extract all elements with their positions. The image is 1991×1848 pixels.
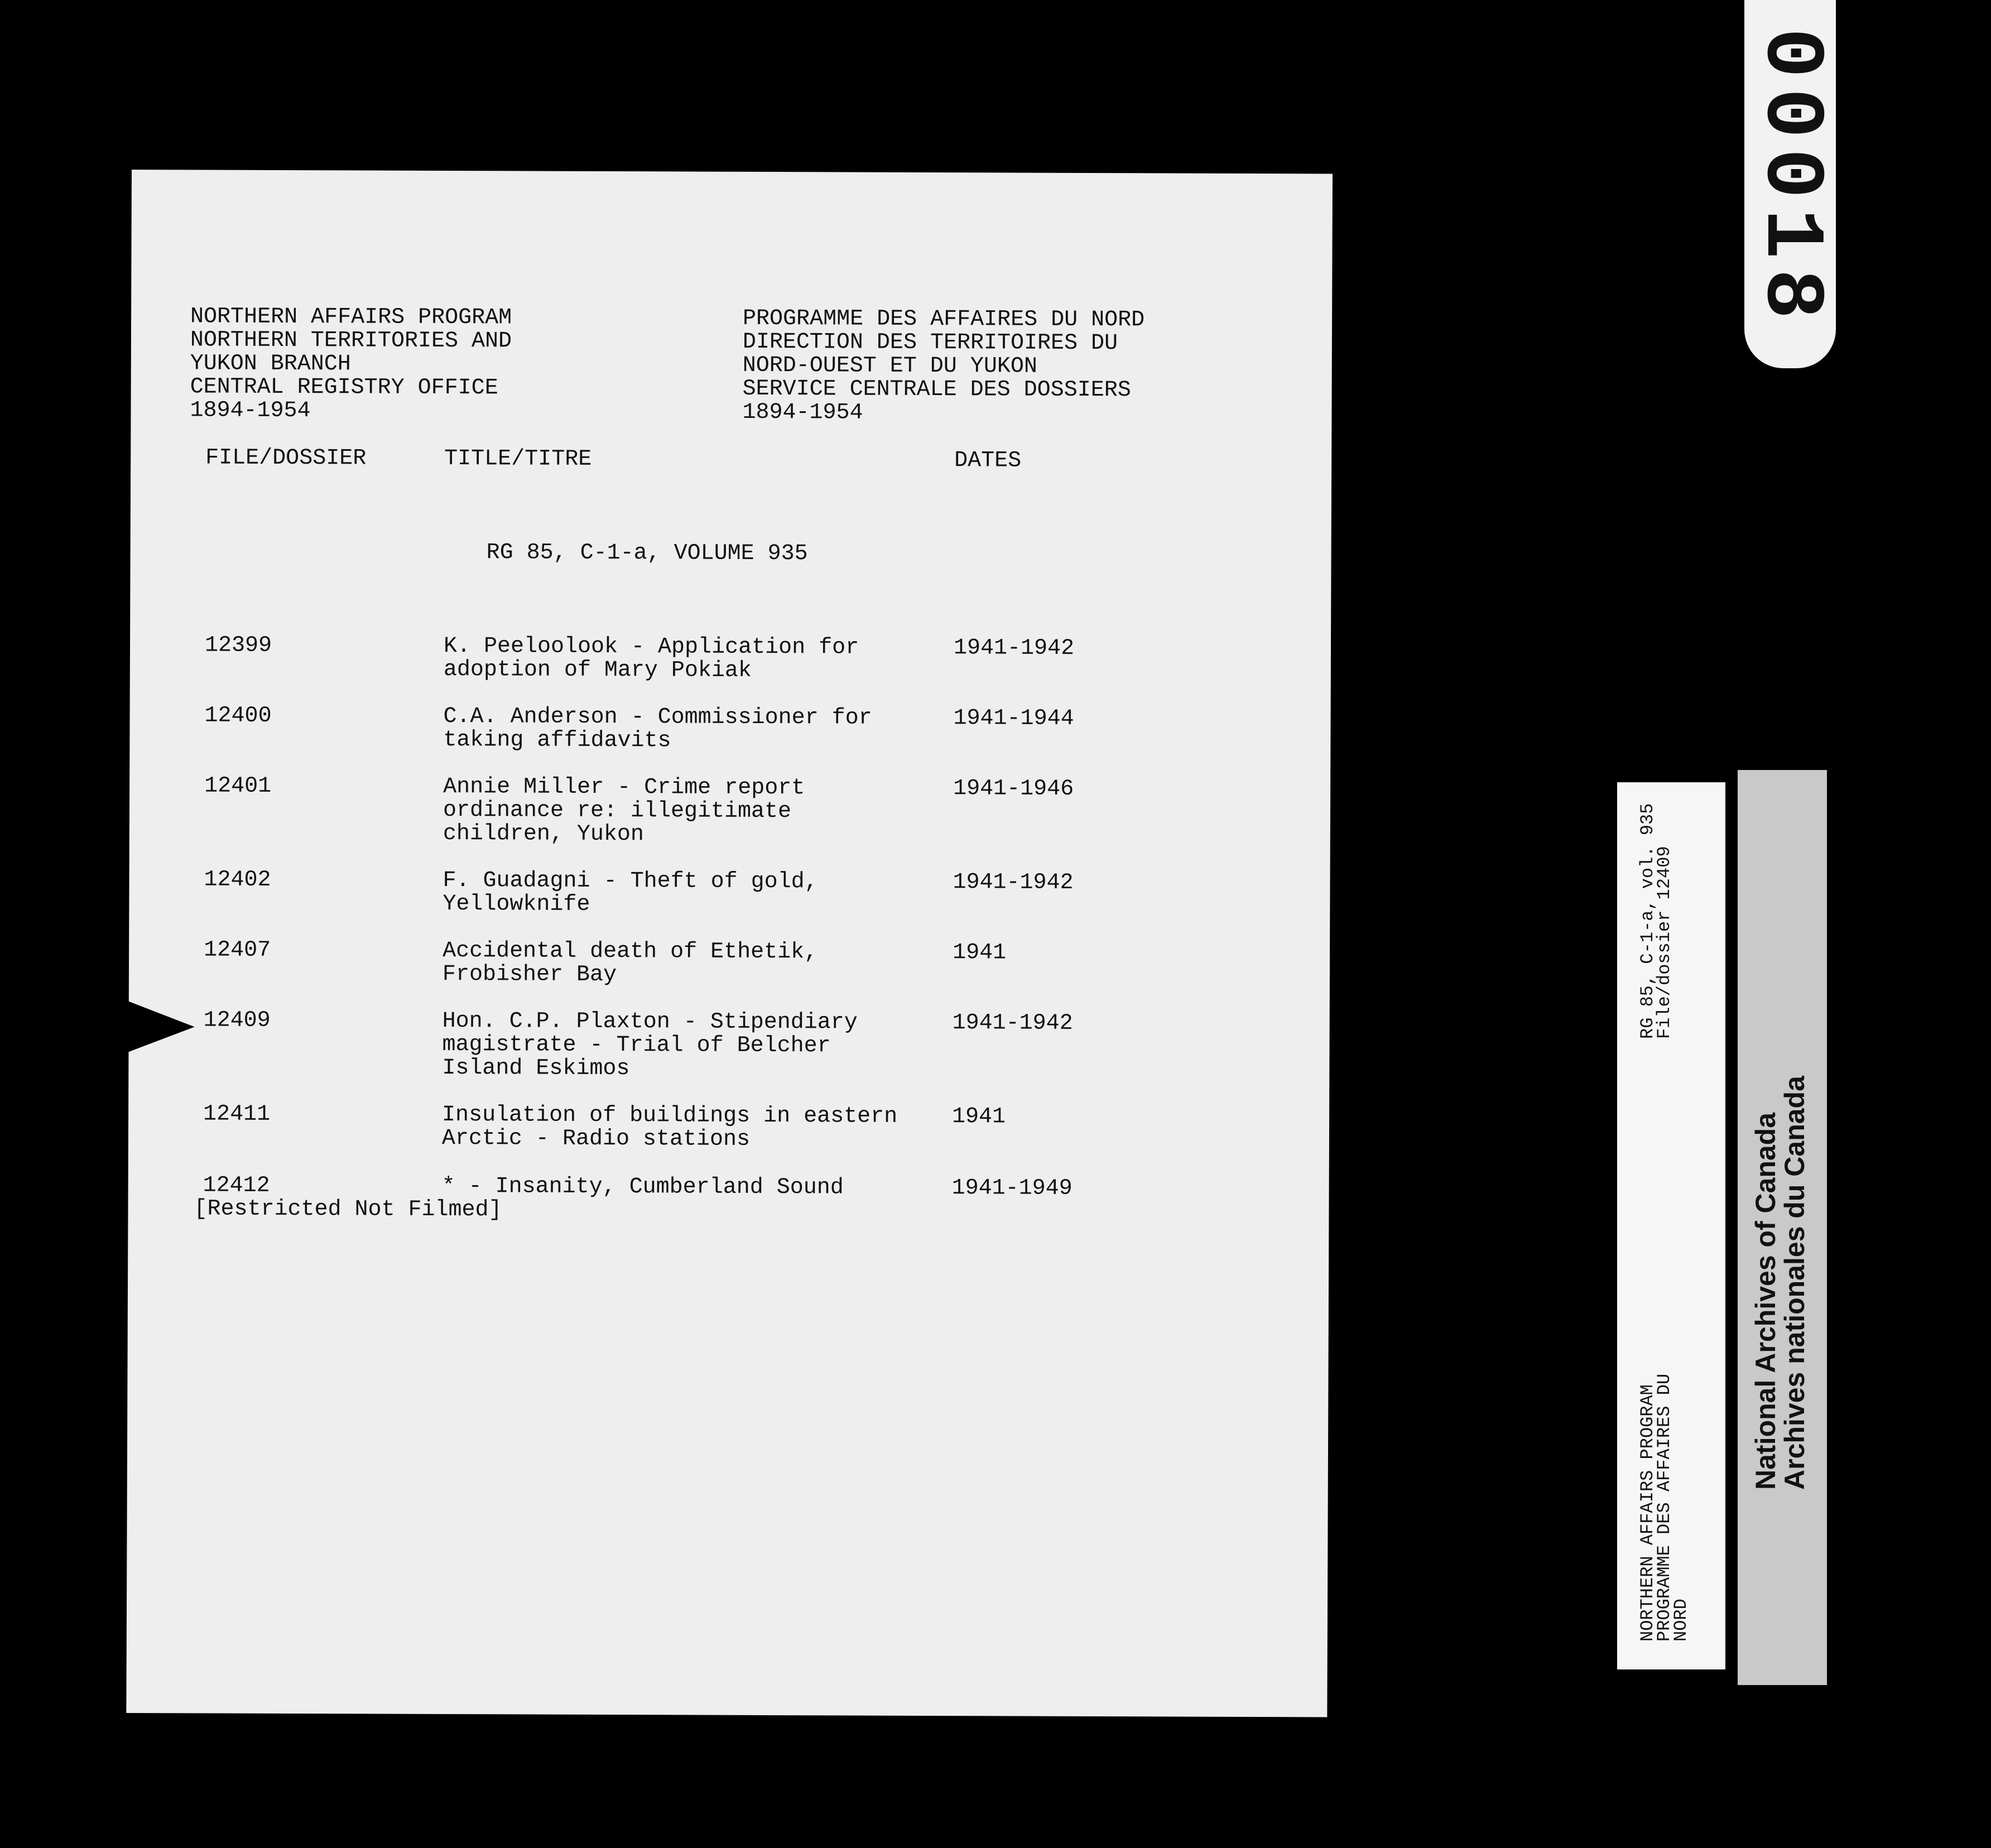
document-page [126, 170, 1333, 1717]
row-title-line: K. Peeloolook - Application for [443, 633, 859, 661]
row-title-line: C.A. Anderson - Commissioner for [443, 704, 872, 731]
label-left-line: NORD [1671, 1599, 1691, 1642]
row-dates: 1941-1942 [952, 1010, 1073, 1036]
header-en-line-3: YUKON BRANCH [190, 351, 351, 377]
stamp-line-en: National Archives of Canada [1750, 1112, 1781, 1490]
row-title-line: Hon. C.P. Plaxton - Stipendiary [442, 1008, 858, 1036]
label-left-line: NORTHERN AFFAIRS PROGRAM [1637, 1384, 1658, 1642]
row-dates: 1941 [953, 940, 1007, 966]
archives-stamp [1738, 770, 1827, 1685]
row-dates: 1941-1942 [953, 636, 1075, 661]
label-left-line: PROGRAMME DES AFFAIRES DU [1654, 1373, 1675, 1642]
column-header-dates: DATES [954, 448, 1022, 474]
header-en-line-1: NORTHERN AFFAIRS PROGRAM [190, 304, 512, 331]
header-fr-line-4: SERVICE CENTRALE DES DOSSIERS [742, 376, 1131, 403]
header-fr-line-1: PROGRAMME DES AFFAIRES DU NORD [742, 306, 1145, 333]
row-title-line: children, Yukon [443, 821, 644, 848]
frame-counter [1744, 0, 1836, 368]
pointer-arrow-icon [127, 1001, 194, 1052]
row-title-line: Accidental death of Ethetik, [443, 938, 818, 965]
row-file-12402: 12402 [204, 867, 271, 893]
header-fr-line-3: NORD-OUEST ET DU YUKON [742, 353, 1037, 379]
row-title-line: Frobisher Bay [442, 961, 617, 988]
row-file-12411: 12411 [203, 1101, 271, 1127]
row-file-12401: 12401 [204, 773, 272, 799]
row-title-line: Island Eskimos [442, 1055, 630, 1082]
header-fr-line-5: 1894-1954 [742, 400, 863, 426]
row-file-12407: 12407 [204, 937, 271, 963]
row-dates: 1941-1949 [951, 1176, 1073, 1201]
row-file-12400: 12400 [204, 703, 272, 729]
header-en-line-2: NORTHERN TERRITORIES AND [190, 328, 512, 354]
row-file-12399: 12399 [204, 633, 272, 658]
row-title-line: magistrate - Trial of Belcher [442, 1032, 831, 1059]
row-file-12409: 12409 [203, 1008, 271, 1033]
header-fr-line-2: DIRECTION DES TERRITOIRES DU [742, 329, 1118, 357]
column-header-file: FILE/DOSSIER [205, 445, 367, 471]
frame-number: 00018 [1743, 27, 1838, 330]
row-title-line: Insulation of buildings in eastern [442, 1102, 898, 1129]
label-right-line: RG 85, C-1-a, vol. 935 [1637, 803, 1658, 1039]
volume-heading: RG 85, C-1-a, VOLUME 935 [486, 540, 808, 567]
archive-label [1617, 782, 1725, 1669]
row-dates: 1941-1944 [953, 706, 1074, 732]
column-header-title: TITLE/TITRE [444, 446, 592, 472]
row-file-12412: 12412 [203, 1173, 270, 1199]
row-title-line: * - Insanity, Cumberland Sound [441, 1173, 844, 1201]
row-dates: 1941-1946 [953, 776, 1074, 802]
row-title-line: taking affidavits [443, 727, 671, 754]
restricted-note: [Restricted Not Filmed] [194, 1196, 502, 1223]
header-en-line-5: 1894-1954 [190, 398, 311, 424]
label-right-line: File/dossier 12409 [1654, 846, 1675, 1039]
row-title-line: F. Guadagni - Theft of gold, [443, 868, 818, 895]
header-en-line-4: CENTRAL REGISTRY OFFICE [190, 374, 498, 401]
row-dates: 1941-1942 [953, 870, 1074, 896]
row-title-line: Arctic - Radio stations [441, 1125, 751, 1152]
row-title-line: adoption of Mary Pokiak [443, 657, 752, 684]
row-dates: 1941 [952, 1104, 1006, 1130]
row-title-line: ordinance re: illegitimate [443, 797, 792, 825]
row-title-line: Annie Miller - Crime report [443, 774, 805, 801]
stamp-line-fr: Archives nationales du Canada [1779, 1076, 1810, 1490]
row-title-line: Yellowknife [443, 891, 590, 917]
